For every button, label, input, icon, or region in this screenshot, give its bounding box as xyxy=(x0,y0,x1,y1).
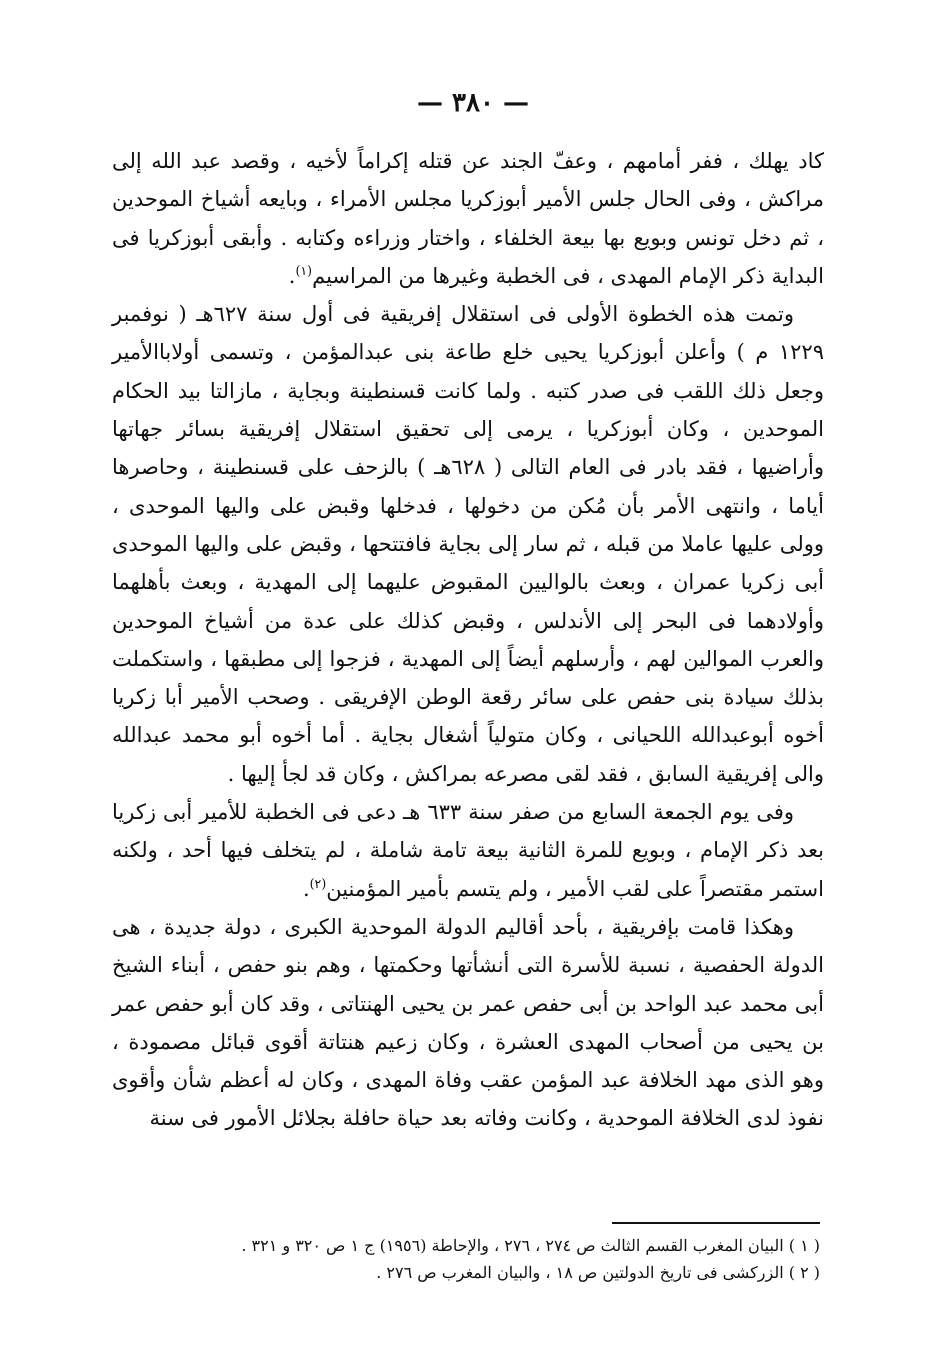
footnote-ref-1: (١) xyxy=(295,262,313,278)
footnotes xyxy=(120,1232,820,1286)
paragraph-1-end: . xyxy=(288,263,296,288)
paragraph-3 xyxy=(112,793,824,908)
footnote-ref-2: (٢) xyxy=(309,875,327,891)
footnote-separator xyxy=(612,1222,820,1224)
paragraph-1-text: كاد يهلك ، ففر أمامهم ، وعفّ الجند عن قتله إكراماً لأخيه ، وقصد عبد الله إلى مراكش ، وفى الحال جلس الأمير أبوزكريا مجلس الأمراء ، وبايعه أشياخ الموحدين ، ثم دخل تونس وبويع بها بيعة الخلفاء ، واختار وزراءه وكتابه . وأبقى أبوزكريا فى البداية ذكر الإمام المهدى ، فى الخطبة وغيرها من المراسيم xyxy=(112,149,824,288)
paragraph-1 xyxy=(112,142,824,295)
footnote-1: ( ١ ) البيان المغرب القسم الثالث ص ٢٧٤ ، ٢٧٦ ، والإحاطة (١٩٥٦) ج ١ ص ٣٢٠ و ٣٢١ . xyxy=(241,1236,820,1255)
paragraph-3-text: وفى يوم الجمعة السابع من صفر سنة ٦٣٣ هـ دعى فى الخطبة للأمير أبى زكريا بعد ذكر الإمام ، وبويع للمرة الثانية بيعة تامة شاملة ، لم يتخلف فيها أحد ، ولكنه استمر مقتصراً على لقب الأمير ، ولم يتسم بأمير المؤمنين xyxy=(112,800,824,901)
main-text xyxy=(112,142,824,1138)
paragraph-4: وهكذا قامت بإفريقية ، بأحد أقاليم الدولة الموحدية الكبرى ، دولة جديدة ، هى الدولة الحفصية ، نسبة للأسرة التى أنشأتها وحكمتها ، وهم بنو حفص ، أبناء الشيخ أبى محمد عبد الواحد بن أبى حفص عمر بن يحيى الهنتاتى ، وقد كان أبو حفص عمر بن يحيى من أصحاب المهدى العشرة ، وكان زعيم هنتاتة أقوى قبائل مصمودة ، وهو الذى مهد الخلافة عبد المؤمن عقب وفاة المهدى ، وكان له أعظم شأن وأقوى نفوذ لدى الخلافة الموحدية ، وكانت وفاته بعد حياة حافلة بجلائل الأمور فى سنة xyxy=(112,914,824,1131)
paragraph-3-end: . xyxy=(302,876,310,901)
paragraph-2: وتمت هذه الخطوة الأولى فى استقلال إفريقية فى أول سنة ٦٢٧هـ ( نوفمبر ١٢٢٩ م ) وأعلن أبوزكريا يحيى خلع طاعة بنى عبدالمؤمن ، وتسمى أولاباالأمير وجعل ذلك اللقب فى صدر كتبه . ولما كانت قسنطينة وبجاية ، مازالتا بيد الحكام الموحدين ، وكان أبوزكريا ، يرمى إلى تحقيق استقلال إفريقية بسائر جهاتها وأراضيها ، فقد بادر فى العام التالى ( ٦٢٨هـ ) بالزحف على قسنطينة ، وحاصرها أياما ، وانتهى الأمر بأن مُكن من دخولها ، فدخلها وقبض على واليها الموحدى ، وولى عليها عاملا من قبله ، ثم سار إلى بجاية فافتتحها ، وقبض على واليها الموحدى أبى زكريا عمران ، وبعث بالواليين المقبوض عليهما إلى المهدية ، وبعث بأهلهما وأولادهما فى البحر إلى الأندلس ، وقبض كذلك على عدة من أشياخ الموحدين والعرب الموالين لهم ، وأرسلهم أيضاً إلى المهدية ، فزجوا إلى مطبقها ، واستكملت بذلك سيادة بنى حفص على سائر رقعة الوطن الإفريقى . وصحب الأمير أبا زكريا أخوه أبوعبدالله اللحيانى ، وكان متولياً أشغال بجاية . أما أخوه أبو محمد عبدالله والى إفريقية السابق ، فقد لقى مصرعه بمراكش ، وكان قد لجأ إليها . xyxy=(112,302,825,786)
page-number: — ٣٨٠ — xyxy=(416,88,530,118)
footnote-2: ( ٢ ) الزركشى فى تاريخ الدولتين ص ١٨ ، والبيان المغرب ص ٢٧٦ . xyxy=(376,1263,820,1282)
